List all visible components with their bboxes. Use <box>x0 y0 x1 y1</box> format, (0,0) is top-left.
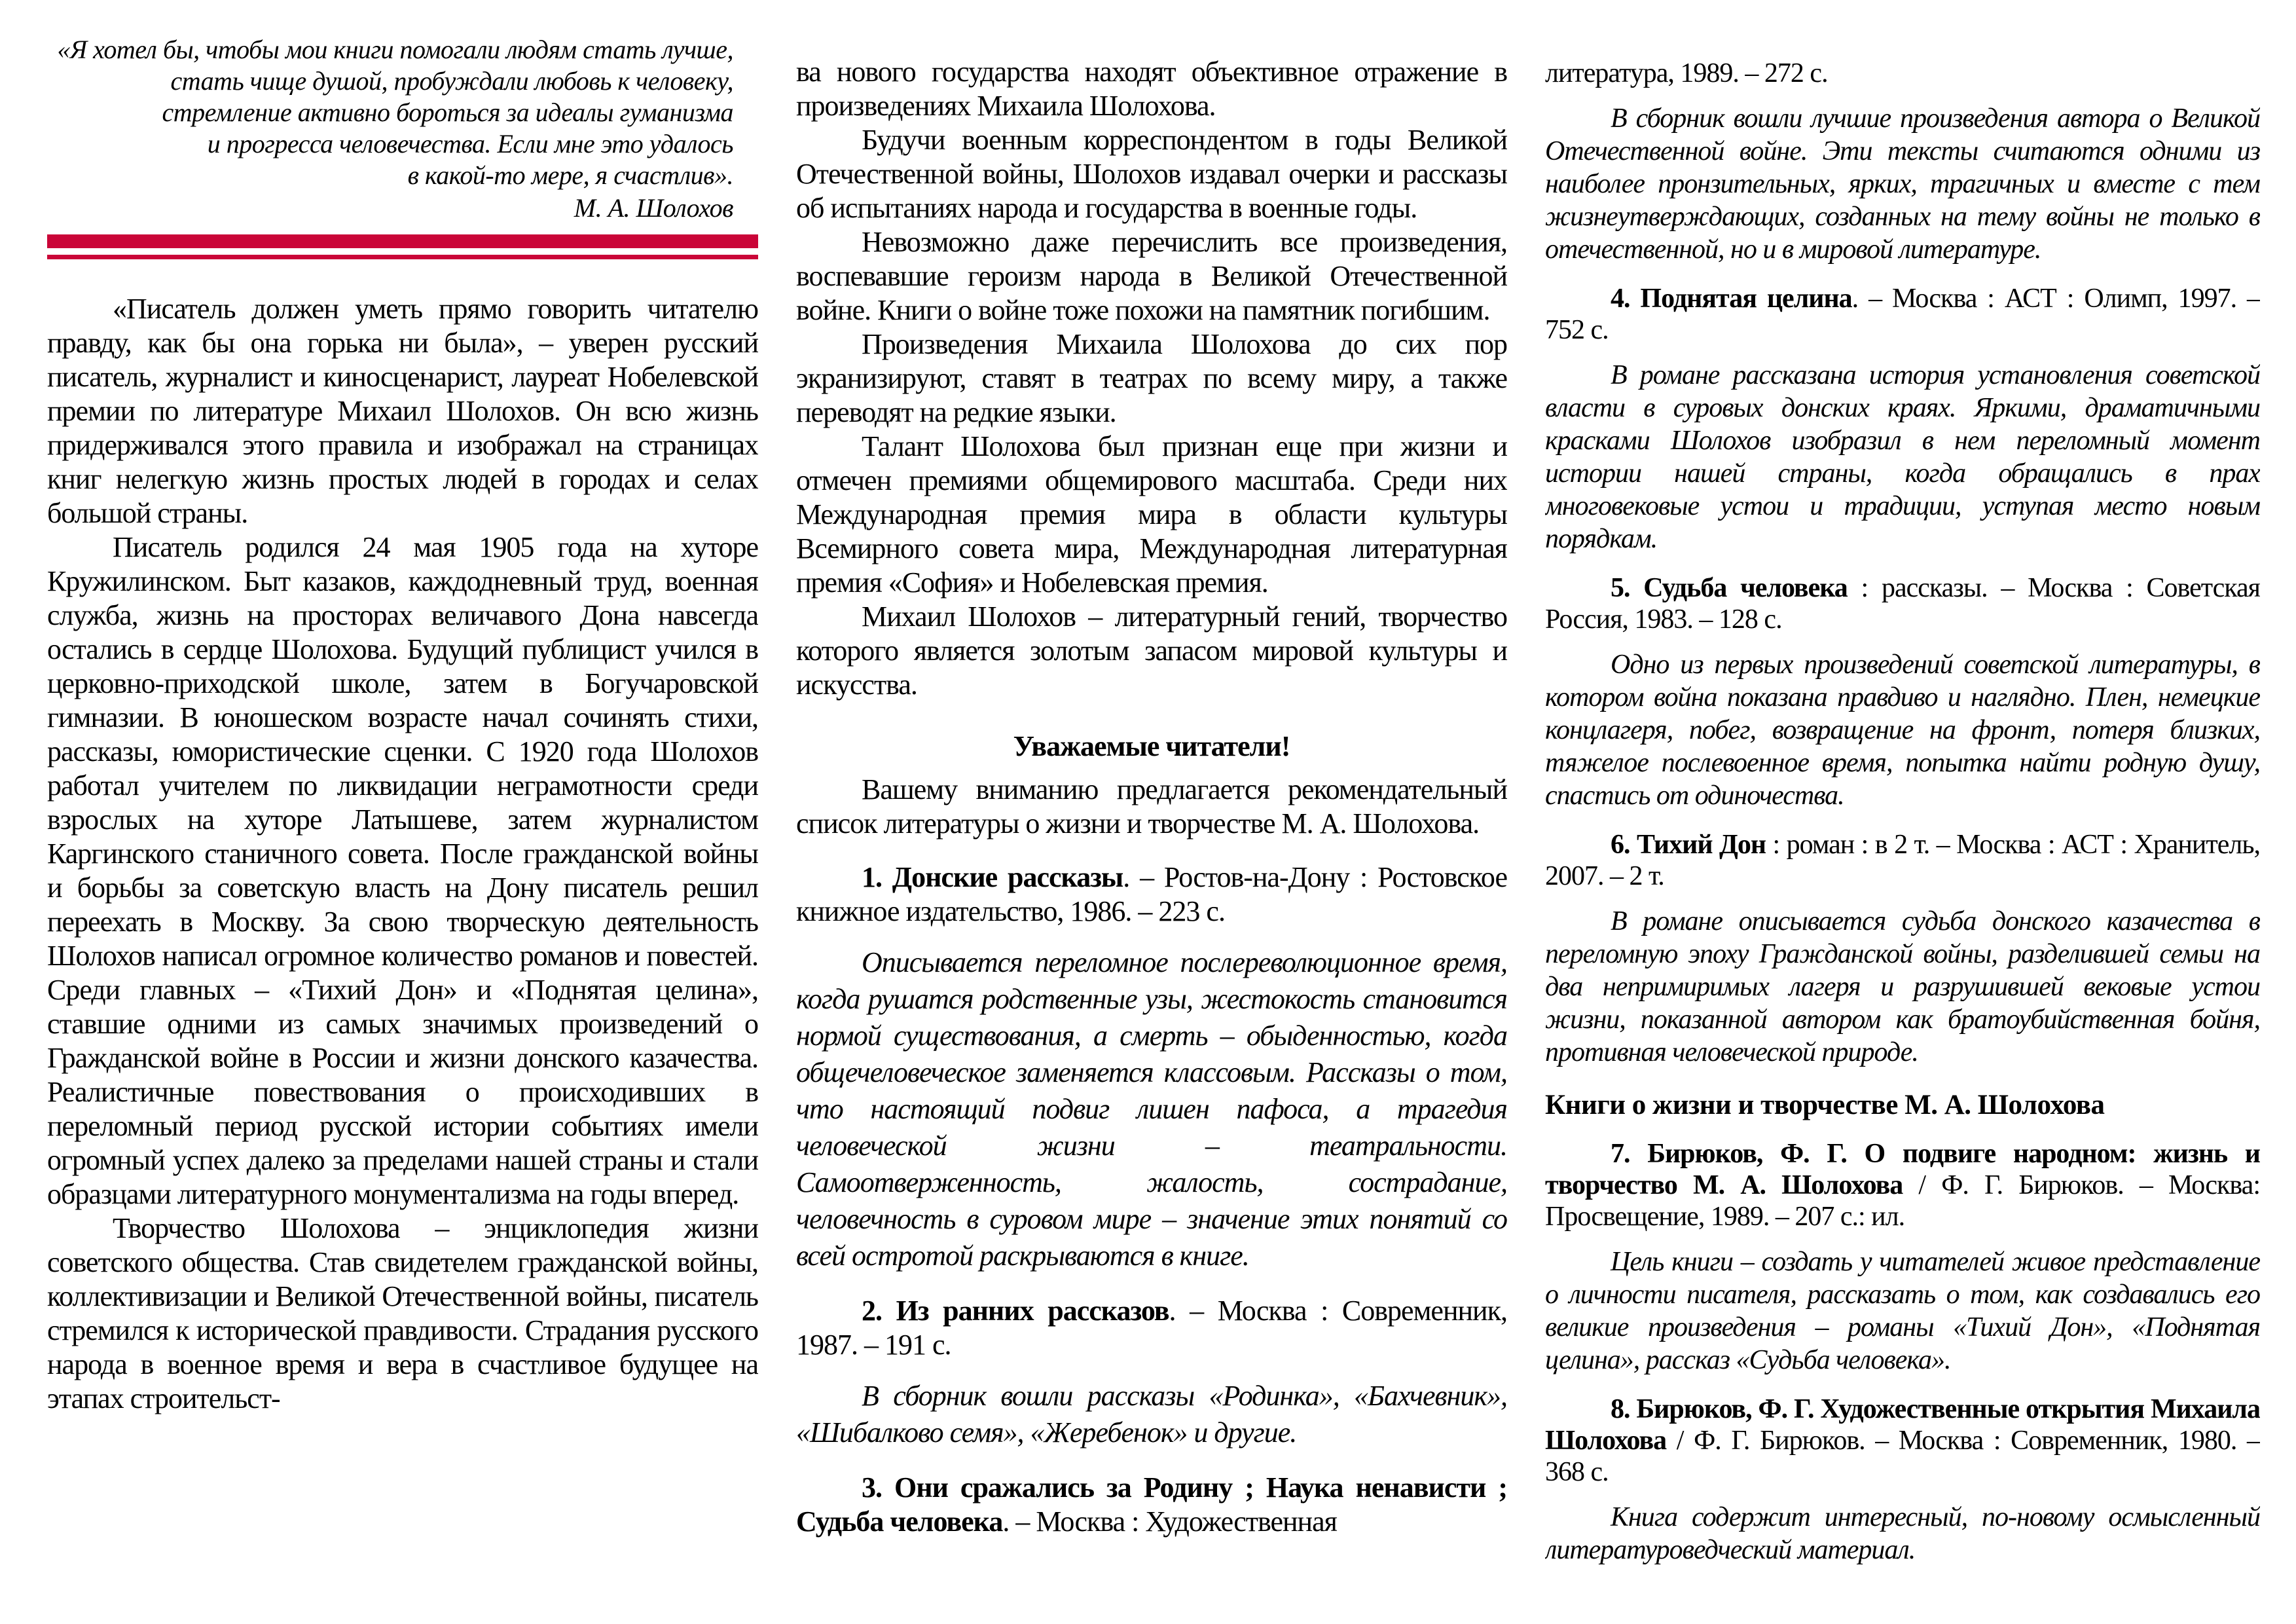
bib-entry-1-title: 1. Донские рассказы <box>862 861 1123 893</box>
bib-entry-5 <box>1545 572 2260 635</box>
epigraph-line: стать чище душой, пробуждали любовь к человеку, <box>170 66 733 96</box>
epigraph-line: и прогресса человечества. Если мне это удалось <box>207 129 733 158</box>
bib-entry-2-imprint: . – Москва : Современник, 1987. – 191 с. <box>796 1295 1507 1361</box>
bib-entry-6-imprint: : роман : в 2 т. – Москва : АСТ : Хранитель, 2007. – 2 т. <box>1545 830 2260 891</box>
bib-annotation-6: В романе описывается судьба донского казачества в переломную эпоху Гражданской войны, разделившей семьи на два непримиримых лагеря и разрушившей вековые устои жизни, показанной автором как братоубийственная бойня, противная человеческой природе. <box>1545 906 2260 1067</box>
bib-entry-8-title: 8. Бирюков, Ф. Г. Художественные открытия Михаила Шолохова <box>1545 1394 2260 1456</box>
readers-heading: Уважаемые читатели! <box>1013 730 1290 762</box>
epigraph-line: в какой-то мере, я счастлив». <box>407 160 733 190</box>
epigraph <box>47 34 758 224</box>
bib-annotation-7: Цель книги – создать у читателей живое представление о личности писателя, рассказать о том, как создавались его великие произведения – романы «Тихий Дон», «Поднятая целина», рассказ «Судьба человека». <box>1545 1247 2260 1375</box>
bib-entry-3-imprint: . – Москва : Художественная <box>1002 1505 1337 1538</box>
divider-bar-thin <box>47 255 758 259</box>
bib-entry-3-continuation: литература, 1989. – 272 с. <box>1545 58 1828 88</box>
bib-entry-7-imprint: / Ф. Г. Бирюков. – Москва: Просвещение, 1989. – 207 с.: ил. <box>1545 1170 2260 1232</box>
bib-entry-4-imprint: . – Москва : АСТ : Олимп, 1997. – 752 с. <box>1545 284 2260 345</box>
bib-annotation-1: Описывается переломное послереволюционное время, когда рушатся родственные узы, жестокость становится нормой существования, а смерть – обыденностью, когда общечеловеческое заменяется классовым. Рассказы о том, что настоящий подвиг лишен пафоса, а трагедия человеческой жизни – театральности. Самоотверженность, жалость, сострадание, человечность в суровом мире – значение этих понятий со всей остротой раскрываются в книге. <box>796 946 1507 1272</box>
bib-entry-6 <box>1545 829 2260 892</box>
bib-entry-8 <box>1545 1393 2260 1488</box>
bib-entry-3-title: 3. Они сражались за Родину ; Наука ненависти ; Судьба человека <box>796 1471 1507 1538</box>
bib-entry-2 <box>796 1294 1507 1362</box>
column-1 <box>47 0 758 1624</box>
bib-annotation-8: Книга содержит интересный, по-новому осмысленный литературоведческий материал. <box>1545 1502 2260 1565</box>
paragraph-war-books: Невозможно даже перечислить все произведения, воспевавшие героизм народа в Великой Отечественной войне. Книги о войне тоже похожи на памятник погибшим. <box>796 226 1507 326</box>
bib-entry-1 <box>796 860 1507 929</box>
bib-entry-5-title: 5. Судьба человека <box>1611 573 1848 603</box>
column-1-body <box>47 292 758 1416</box>
epigraph-author: М. А. Шолохов <box>574 193 733 223</box>
paragraph-bio-1: «Писатель должен уметь прямо говорить читателю правду, как бы она горька ни была», – уверен русский писатель, журналист и киносценарист, лауреат Нобелевской премии по литературе Михаил Шолохов. Он всю жизнь придерживался этого правила и изображал на страницах книг нелегкую жизнь простых людей в городах и селах большой страны. <box>47 293 758 529</box>
paragraph-bio-3-continuation: ва нового государства находят объективное отражение в произведениях Михаила Шолохова. <box>796 56 1507 122</box>
paragraph-awards: Талант Шолохова был признан еще при жизни и отмечен премиями общемирового масштаба. Среди них Международная премия мира в области культуры Всемирного совета мира, Международная литературная премия «София» и Нобелевская премия. <box>796 430 1507 599</box>
section-heading-books-about: Книги о жизни и творчестве М. А. Шолохова <box>1545 1090 2105 1120</box>
bib-entry-8-imprint: / Ф. Г. Бирюков. – Москва : Современник, 1980. – 368 с. <box>1545 1426 2260 1487</box>
paragraph-bio-2: Писатель родился 24 мая 1905 года на хуторе Кружилинском. Быт казаков, каждодневный труд, военная служба, жизнь на просторах величавого Дона навсегда остались в сердце Шолохова. Будущий публицист учился в церковно-приходской школе, затем в Богучаровской гимназии. В юношеском возрасте начал сочинять стихи, рассказы, юмористические сценки. С 1920 года Шолохов работал учителем по ликвидации неграмотности среди взрослых на хуторе Латышеве, затем журналистом Каргинского станичного совета. После гражданской войны и борьбы за советскую власть на Дону писатель решил переехать в Москву. За свою творческую деятельность Шолохов написал огромное количество романов и повестей. Среди главных – «Тихий Дон» и «Поднятая целина», ставшие одними из самых значимых произведений о Гражданской войне в России и жизни донского казачества. Реалистичные повествования о происходивших в переломный период русской истории событиях имели огромный успех далеко за пределами нашей страны и стали образцами литературного монументализма на годы вперед. <box>47 531 758 1210</box>
bib-entry-7 <box>1545 1138 2260 1232</box>
bib-entry-5-imprint: : рассказы. – Москва : Советская Россия, 1983. – 128 с. <box>1545 573 2260 635</box>
paragraph-genius: Михаил Шолохов – литературный гений, творчество которого является золотым запасом мировой культуры и искусства. <box>796 600 1507 701</box>
bib-annotation-4: В романе рассказана история установления советской власти в суровых донских краях. Яркими, драматичными красками Шолохов изобразил в нем переломный момент истории нашей страны, когда обращались в прах многовековые устои и традиции, уступая место новым порядкам. <box>1545 360 2260 554</box>
bib-entry-2-title: 2. Из ранних рассказов <box>862 1295 1169 1327</box>
bib-entry-4 <box>1545 283 2260 346</box>
bib-entry-1-imprint: . – Ростов-на-Дону : Ростовское книжное издательство, 1986. – 223 с. <box>796 861 1507 927</box>
bib-entry-6-title: 6. Тихий Дон <box>1611 830 1766 860</box>
bib-entry-7-title: 7. Бирюков, Ф. Г. О подвиге народном: жизнь и творчество М. А. Шолохова <box>1545 1139 2260 1200</box>
epigraph-line: «Я хотел бы, чтобы мои книги помогали людям стать лучше, <box>57 35 733 64</box>
paragraph-bio-3: Творчество Шолохова – энциклопедия жизни советского общества. Став свидетелем гражданской войны, коллективизации и Великой Отечественной войны, писатель стремился к исторической правдивости. Страдания русского народа в военное время и вера в счастливое будущее на этапах строительст- <box>47 1212 758 1414</box>
bib-entry-3 <box>796 1471 1507 1539</box>
bib-entry-4-title: 4. Поднятая целина <box>1611 284 1852 314</box>
divider-bar-thick <box>47 234 758 248</box>
bib-annotation-5: Одно из первых произведений советской литературы, в котором война показана правдиво и наглядно. Плен, немецкие концлагеря, побег, возвращение на фронт, потеря близких, тяжелое послевоенное время, попытка найти родную душу, спастись от одиночества. <box>1545 650 2260 811</box>
column-3 <box>1545 0 2260 1624</box>
paragraph-adaptations: Произведения Михаила Шолохова до сих пор экранизируют, ставят в театрах по всему миру, а также переводят на редкие языки. <box>796 328 1507 428</box>
column-2 <box>796 0 1507 1624</box>
epigraph-line: стремление активно бороться за идеалы гуманизма <box>162 98 733 127</box>
paragraph-intro-list: Вашему вниманию предлагается рекомендательный список литературы о жизни и творчестве М. А. Шолохова. <box>796 773 1507 840</box>
bib-annotation-3: В сборник вошли лучшие произведения автора о Великой Отечественной войне. Эти тексты считаются одними из наиболее пронзительных, ярких, трагичных и вместе с тем жизнеутверждающих, созданных на тему войны не только в отечественной, но и в мировой литературе. <box>1545 103 2260 265</box>
bib-annotation-2: В сборник вошли рассказы «Родинка», «Бахчевник», «Шибалково семя», «Жеребенок» и другие. <box>796 1380 1507 1449</box>
paragraph-war-correspondent: Будучи военным корреспондентом в годы Великой Отечественной войны, Шолохов издавал очерки и рассказы об испытаниях народа и государства в военные годы. <box>796 124 1507 224</box>
